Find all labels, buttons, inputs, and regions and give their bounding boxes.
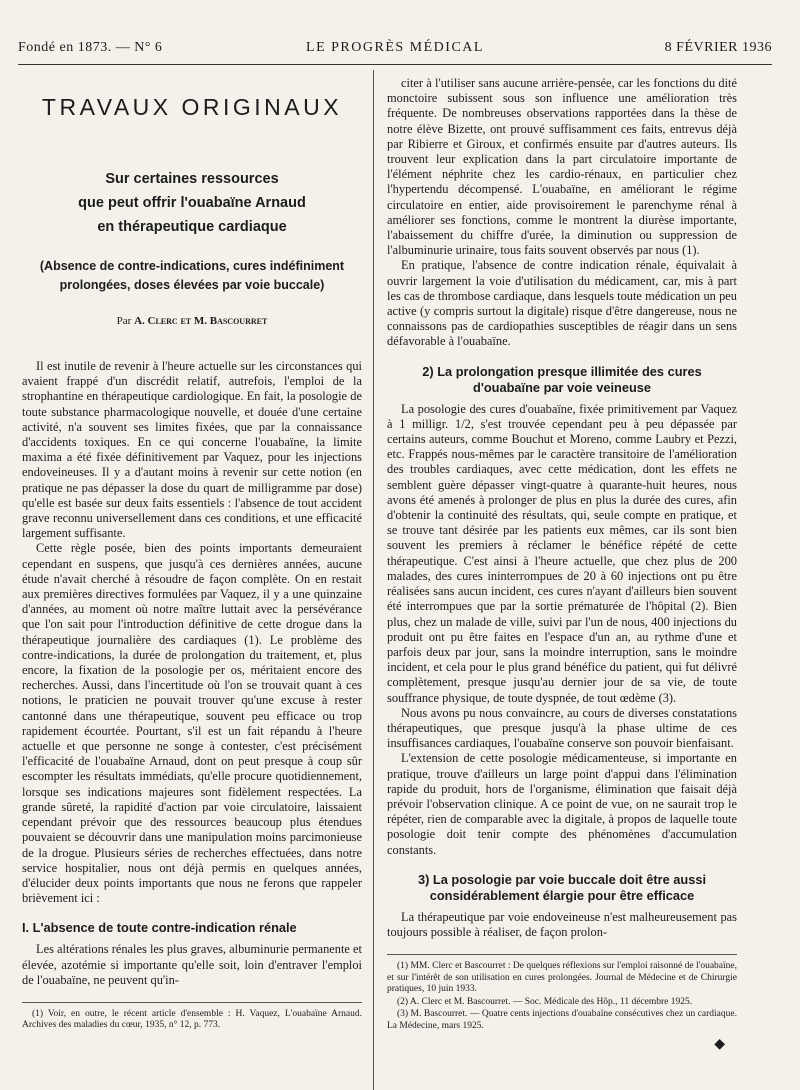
subtitle-line: prolongées, doses élevées par voie buccale) xyxy=(59,278,325,292)
subtitle-line: (Absence de contre-indications, cures indéfiniment xyxy=(39,259,345,273)
footnote: (2) A. Clerc et M. Bascourret. — Soc. Médicale des Hôp., 11 décembre 1925. xyxy=(397,996,693,1007)
article-title-line: que peut offrir l'ouabaïne Arnaud xyxy=(78,195,306,211)
body-paragraph: Nous avons pu nous convaincre, au cours de diverses constatations thérapeutiques, que presque jusqu'à la phase ultime de ces insuffisances cardiaques, l'ouabaïne conserve son pouvoir bienfaisant. xyxy=(387,705,737,751)
byline-authors: A. Clerc et M. Bascourret xyxy=(134,315,268,327)
article-title-line: Sur certaines ressources xyxy=(105,171,279,187)
body-paragraph: L'extension de cette posologie médicamenteuse, si importante en pratique, trouve d'ailleurs un large point d'appui dans l'élimination rapide du produit, hors de l'organisme, élimination que faisait déjà prévoir l'observation clinique. A ce point de vue, on ne saurait trop le répéter, rien de comparable avec la digitale, à propos de laquelle toute posologie doit tenir compte des phénomènes d'accumulation constants. xyxy=(387,751,737,857)
left-column xyxy=(22,76,362,1033)
body-paragraph: La thérapeutique par voie endoveineuse n'est malheureusement pas toujours possible à réaliser, de façon prolon- xyxy=(387,909,737,939)
section-title: TRAVAUX ORIGINAUX xyxy=(41,94,343,120)
section-heading-3: 3) La posologie par voie buccale doit être aussi considérablement élargie pour être efficace xyxy=(417,871,706,903)
body-paragraph: citer à l'utiliser sans aucune arrière-pensée, car les fonctions du dité monctoire subissent sous son influence une amélioration très fréquente. De nombreuses observations rapportées dans la thèse de notre élève Bizette, ont prouvé suffisamment ces faits, entrevus déjà par Ribierre et Giroux, et confirmés ensuite par d'autres auteurs. Ils trouvent leur explication dans la part circulatoire importante de l'élément néphrite chez les cardio-rénaux, en particulier chez l'hypertendu décompensé. L'ouabaïne, en améliorant le régime circulatoire en entier, aide provisoirement le parenchyme rénal à améliorer ses fonctions, comme le montrent la diurèse importante, l'abaissement du chiffre d'urée, la diminution ou suppression de l'albuminurie urinaire, tous faits souvent observés par nous (1). xyxy=(387,76,737,258)
footnote: (3) M. Bascourret. — Quatre cents injections d'ouabaïne consécutives chez un cardiaque. La Médecine, mars 1925. xyxy=(387,1009,737,1031)
article-title-line: en thérapeutique cardiaque xyxy=(97,219,287,235)
body-paragraph: Les altérations rénales les plus graves, albuminurie permanente et élevée, azotémie si importante qu'elle soit, loin d'entraver l'emploi de l'ouabaïne, ne peuvent qu'in- xyxy=(22,942,362,987)
header-rule xyxy=(18,64,772,65)
footnotes-left xyxy=(22,1002,362,1032)
byline-prefix: Par xyxy=(116,315,135,327)
issue-date: 8 FÉVRIER 1936 xyxy=(664,40,772,55)
section-heading-2: 2) La prolongation presque illimitée des cures d'ouabaïne par voie veineuse xyxy=(422,363,702,395)
byline xyxy=(22,315,362,327)
footnotes-right xyxy=(387,954,737,1032)
footnote: (1) Voir, en outre, le récent article d'ensemble : H. Vaquez, L'ouabaïne Arnaud. Archives des maladies du cœur, 1935, n° 12, p. 773. xyxy=(22,1008,362,1031)
footnote: (1) MM. Clerc et Bascourret : De quelques réflexions sur l'emploi raisonné de l'ouabaïne, et sur l'intérêt de son utilisation en cures prolongées. Journal de Médecine et de Chirurgie pratiques, 10 juin 1933. xyxy=(387,961,737,995)
body-paragraph: Cette règle posée, bien des points importants demeuraient cependant en suspens, que jusqu'à ces dernières années, aucune étude n'avait cherché à résoudre de façon complète. On en restait aux premières directives formulées par Vaquez, il y a une quinzaine d'années, au moment où notre maître luttait avec la persévérance que l'on sait pour l'introduction définitive de cette drogue dans la thérapeutique journalière des cardiaques (1). Le problème des contre-indications, la durée de prolongation du traitement, et, plus encore, la fixation de la posologie per os, méritaient encore des recherches. Aussi, dans l'incertitude où l'on se trouvait quant à ces notions, le praticien ne pouvait trouver qu'une excuse à rester cantonné dans une thérapeutique, souvent peu efficace ou trop rapidement écourtée. Pourtant, s'il est un fait répandu à l'heure actuelle et que personne ne songe à contester, c'est précisément l'efficacité de l'ouabaïne Arnaud, dont on peut presque à coup sûr escompter les résultats immédiats, qu'elle procure quotidiennement, lorsque ses indications majeures sont fidèlement respectées. La grande sûreté, la rapidité d'action par voie circulatoire, laissaient cependant prévoir que des ressources beaucoup plus étendues pouvaient se découvrir dans une manipulation moins parcimonieuse de la drogue. Plusieurs séries de recherches effectuées, dans notre service hospitalier, nous ont déjà permis en quelques années, d'élucider deux points importants que nous ne ferons que rappeler brièvement ici : xyxy=(22,541,362,906)
running-header xyxy=(18,40,772,60)
journal-title: LE PROGRÈS MÉDICAL xyxy=(306,40,484,55)
body-paragraph: En pratique, l'absence de contre indication rénale, équivalait à ouvrir largement la voie d'utilisation du médicament, car, mis à part les cas de thrombose cardiaque, dans lesquels toute médication un peu active (y compris surtout la digitale) risque d'être dangereuse, nous ne connaissons pas de cardiopathies susceptibles de réagir dans un sens défavorable à l'ouabaïne. xyxy=(387,258,737,349)
body-paragraph: La posologie des cures d'ouabaïne, fixée primitivement par Vaquez à 1 milligr. 1/2, s'est trouvée cependant peu à peu dépassée par certains auteurs, comme Bouchut et Moreno, comme Laubry et Pezzi, etc. Frappés nous-mêmes par le caractère transitoire de l'amélioration des troubles cardiaques, avec cette médication, dont les effets ne semblent guère dépasser vingt-quatre à quarante-huit heures, nous avons été amenés à prolonger de plus en plus la durée des cures, afin d'obtenir la continuité des résultats, qui, seule compte en pratique, et se trouve tant désirée par les patients eux mêmes, car ils sont bien souvent les premiers à réclamer le bénéfice répété de cette thérapeutique. C'est ainsi à l'heure actuelle, que chez plus de 200 malades, des cures ininterrompues de 20 à 60 injections ont pu être réalisées sans aucun incident, ces cures n'ayant d'ailleurs bien souvent été interrompues que par la sortie prématurée de l'hôpital (2). Bien plus, chez un malade de ville, suivi par l'un de nous, 400 injections du produit ont pu être faites en l'espace d'un an, au rythme d'une et parfois deux par jour, sans la moindre interruption, sans le moindre incident, et cela pour le plus grand bénéfice du patient, qui fut délivré complètement, presque jusqu'au dernier jour de sa vie, de toute souffrance physique, de toute dyspnée, de tout œdème (3). xyxy=(387,401,737,705)
end-ornament-icon: ◆ xyxy=(714,1037,725,1053)
column-divider xyxy=(373,70,374,1090)
body-paragraph: Il est inutile de revenir à l'heure actuelle sur les circonstances qui avaient frappé d'un discrédit relatif, autrefois, l'emploi de la strophantine en thérapeutique cardiologique. En fait, la posologie de toute substance pharmacologique nouvelle, et douée d'une certaine activité, n'a souvent ses limites fixées, que par la connaissance d'accidents toxiques. En ce qui concerne l'ouabaïne, la limite maxima a été fixée définitivement par Vaquez, pour les injections endoveineuses. Il y a d'autant moins à revenir sur cette notion (en pratique ne pas dépasser la dose du quart de milligramme par dose) qu'elle est basée sur deux faits essentiels : l'absence de tout accident grave reconnu universellement dans ces conditions, et une efficacité largement suffisante. xyxy=(22,359,362,541)
founded-issue-label: Fondé en 1873. — N° 6 xyxy=(18,40,163,55)
right-column xyxy=(387,76,737,1053)
article-subtitle xyxy=(22,257,362,295)
section-heading-1: I. L'absence de toute contre-indication rénale xyxy=(22,920,297,936)
